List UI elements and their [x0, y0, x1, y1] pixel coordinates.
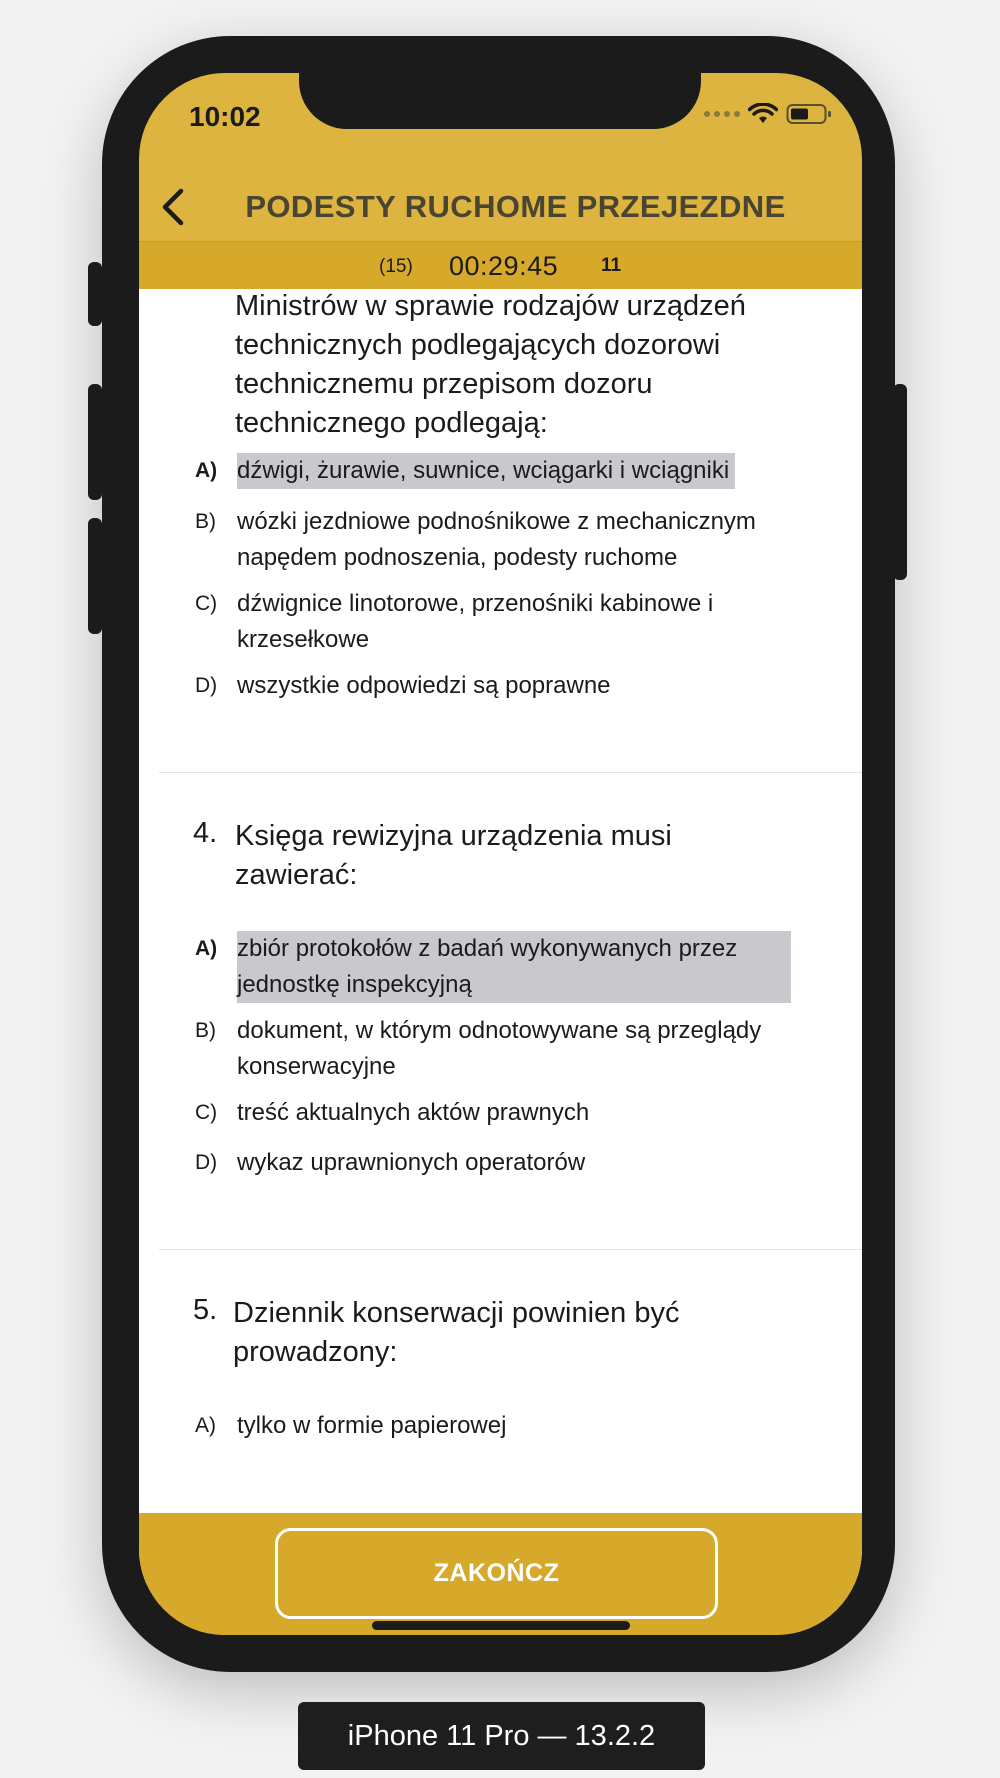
answer-option[interactable]	[237, 1013, 761, 1085]
volume-down-button	[88, 518, 102, 634]
page-title: PODESTY RUCHOME PRZEJEZDNE	[245, 189, 786, 224]
answer-option[interactable]	[237, 504, 756, 576]
device-label: iPhone 11 Pro — 13.2.2	[298, 1702, 705, 1770]
screen	[139, 73, 862, 1635]
option-text: wszystkie odpowiedzi są poprawne	[237, 672, 611, 699]
option-letter: C)	[195, 1101, 218, 1124]
option-letter: C)	[195, 592, 218, 615]
answer-option[interactable]	[237, 453, 735, 489]
mute-switch	[88, 262, 102, 326]
option-text: dźwigi, żurawie, suwnice, wciągarki i wciągniki	[237, 457, 730, 484]
option-letter: D)	[195, 1151, 218, 1174]
question-text	[233, 1294, 793, 1372]
question-number: 4.	[193, 817, 218, 849]
question-number: 5.	[193, 1294, 218, 1326]
option-text: tylko w formie papierowej	[237, 1412, 507, 1439]
option-letter: D)	[195, 674, 218, 697]
question-text-line: Ministrów w sprawie rodzajów urządzeń	[235, 290, 746, 322]
option-text: dokument, w którym odnotowywane są przeglądy	[237, 1017, 762, 1044]
question-text-line: Dziennik konserwacji powinien być	[233, 1297, 680, 1329]
option-text: dźwignice linotorowe, przenośniki kabinowe i	[237, 590, 714, 617]
notch	[299, 73, 701, 129]
answer-option[interactable]	[237, 1408, 506, 1444]
option-text: wykaz uprawnionych operatorów	[237, 1149, 586, 1176]
option-text: treść aktualnych aktów prawnych	[237, 1099, 590, 1126]
answer-option[interactable]	[237, 1095, 589, 1131]
question-count: (15)	[379, 256, 413, 277]
timer: 00:29:45	[449, 251, 559, 281]
question-text-line: prowadzony:	[233, 1336, 398, 1368]
option-letter: A)	[195, 937, 218, 960]
home-indicator[interactable]	[372, 1621, 630, 1630]
answer-option[interactable]	[237, 1145, 585, 1181]
question-text-line: Księga rewizyjna urządzenia musi	[235, 820, 672, 852]
navigation-bar	[139, 163, 862, 248]
power-button	[893, 384, 907, 580]
option-letter: B)	[195, 510, 216, 533]
option-letter: B)	[195, 1019, 216, 1042]
volume-up-button	[88, 384, 102, 500]
timer-bar	[139, 241, 862, 290]
option-text: konserwacyjne	[237, 1053, 396, 1080]
option-text: jednostkę inspekcyjną	[237, 971, 472, 998]
option-text: zbiór protokołów z badań wykonywanych przez	[237, 935, 738, 962]
divider	[159, 1249, 862, 1250]
answer-option[interactable]	[237, 668, 611, 704]
finish-button[interactable]: ZAKOŃCZ	[275, 1528, 718, 1619]
question-text-line: technicznego podlegają:	[235, 407, 548, 439]
question-text-line: zawierać:	[235, 859, 358, 891]
bottom-bar	[139, 1513, 862, 1635]
question-list[interactable]	[139, 289, 862, 1585]
wifi-icon	[748, 103, 778, 125]
question-text-line: technicznych podlegających dozorowi	[235, 329, 721, 361]
question-text-line: technicznemu przepisom dozoru	[235, 368, 653, 400]
question-text	[235, 817, 795, 895]
question-text	[235, 289, 795, 443]
answer-option[interactable]	[237, 586, 713, 658]
answer-option[interactable]	[237, 931, 791, 1003]
status-time: 10:02	[189, 101, 261, 132]
answered-count: 11	[601, 255, 622, 276]
option-text: napędem podnoszenia, podesty ruchome	[237, 544, 678, 571]
status-icons	[704, 103, 832, 125]
signal-icon	[704, 111, 740, 117]
option-letter: A)	[195, 1414, 216, 1437]
divider	[159, 772, 862, 773]
option-text: krzesełkowe	[237, 626, 370, 653]
battery-icon	[786, 103, 832, 125]
option-letter: A)	[195, 459, 218, 482]
option-text: wózki jezdniowe podnośnikowe z mechanicznym	[237, 508, 756, 535]
